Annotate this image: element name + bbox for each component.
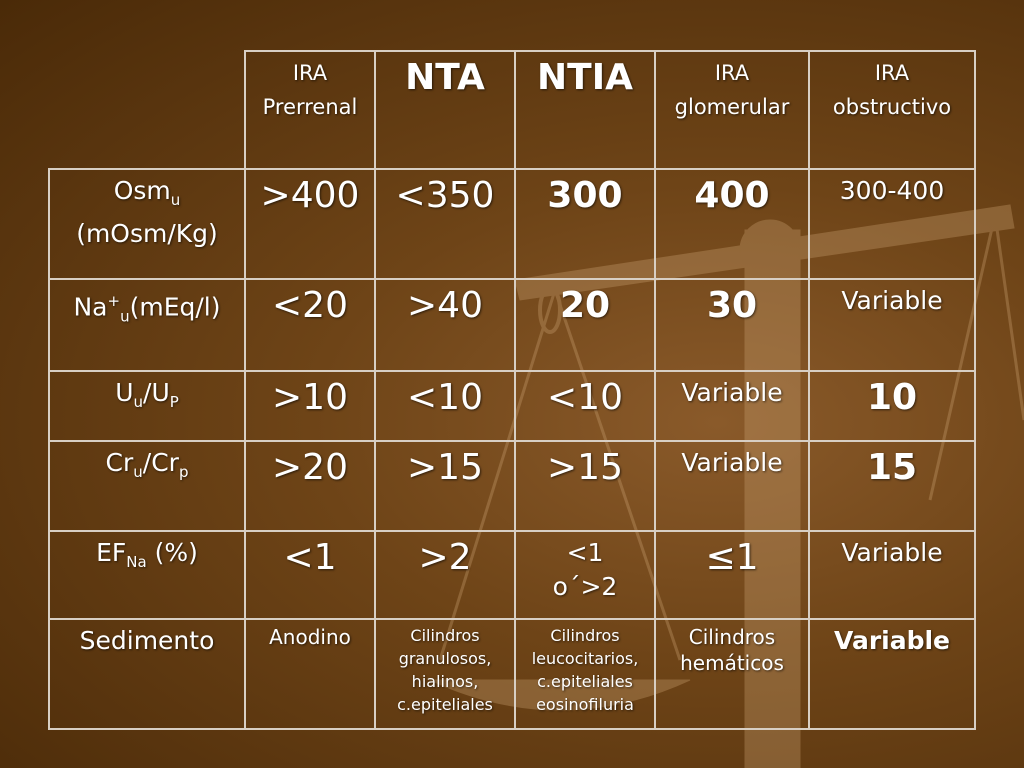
- table-cell: >20: [245, 441, 375, 531]
- col-header-ira-glomerular: IRA glomerular: [655, 51, 809, 169]
- table-row: [49, 619, 975, 729]
- table-cell: >400: [245, 169, 375, 279]
- col-header-ira-obstructivo: IRA obstructivo: [809, 51, 975, 169]
- table-row: [49, 371, 975, 441]
- table-cell: 300: [515, 169, 655, 279]
- table-cell: >40: [375, 279, 515, 371]
- table-cell: >10: [245, 371, 375, 441]
- row-label-sediment: Sedimento: [49, 619, 245, 729]
- table-cell: <10: [375, 371, 515, 441]
- col-header-ntia: NTIA: [515, 51, 655, 169]
- header-row: [49, 51, 975, 169]
- row-label-urea-ratio: $U_u/U_P$: [49, 371, 245, 441]
- row-label-sodium: $Na^+_u(mEq/l)$: [49, 279, 245, 371]
- table-cell: <20: [245, 279, 375, 371]
- table-cell: Cilindros granulosos, hialinos, c.epiteliales: [375, 619, 515, 729]
- table-row: [49, 441, 975, 531]
- renal-failure-comparison-table: [48, 50, 976, 730]
- table-cell: <10: [515, 371, 655, 441]
- table-row: [49, 279, 975, 371]
- table-cell: Anodino: [245, 619, 375, 729]
- table-cell: 15: [809, 441, 975, 531]
- row-label-creatinine-ratio: $Cr_u/Cr_p$: [49, 441, 245, 531]
- table-cell: >2: [375, 531, 515, 619]
- table-cell: ≤1: [655, 531, 809, 619]
- table-row: [49, 531, 975, 619]
- table-cell: 10: [809, 371, 975, 441]
- table-cell: Cilindros leucocitarios, c.epiteliales eosinofiluria: [515, 619, 655, 729]
- col-header-nta: NTA: [375, 51, 515, 169]
- corner-cell: [49, 51, 245, 169]
- table-cell: Variable: [655, 441, 809, 531]
- table-cell: >15: [375, 441, 515, 531]
- table-cell: 300-400: [809, 169, 975, 279]
- table-cell: Cilindros hemáticos: [655, 619, 809, 729]
- table-cell: 20: [515, 279, 655, 371]
- row-label-fractional-excretion: $EF_{Na}$ (%): [49, 531, 245, 619]
- table-cell: 400: [655, 169, 809, 279]
- col-header-ira-prerrenal: IRA Prerrenal: [245, 51, 375, 169]
- row-label-osmolality: Osm$_u$ (mOsm/Kg): [49, 169, 245, 279]
- table-row: [49, 169, 975, 279]
- table-cell: Variable: [809, 279, 975, 371]
- table-cell: Variable: [809, 619, 975, 729]
- table-cell: <350: [375, 169, 515, 279]
- table-cell: >15: [515, 441, 655, 531]
- table-cell: <1: [245, 531, 375, 619]
- table-cell: Variable: [809, 531, 975, 619]
- table-cell: Variable: [655, 371, 809, 441]
- table-cell: <1 o´>2: [515, 531, 655, 619]
- table-cell: 30: [655, 279, 809, 371]
